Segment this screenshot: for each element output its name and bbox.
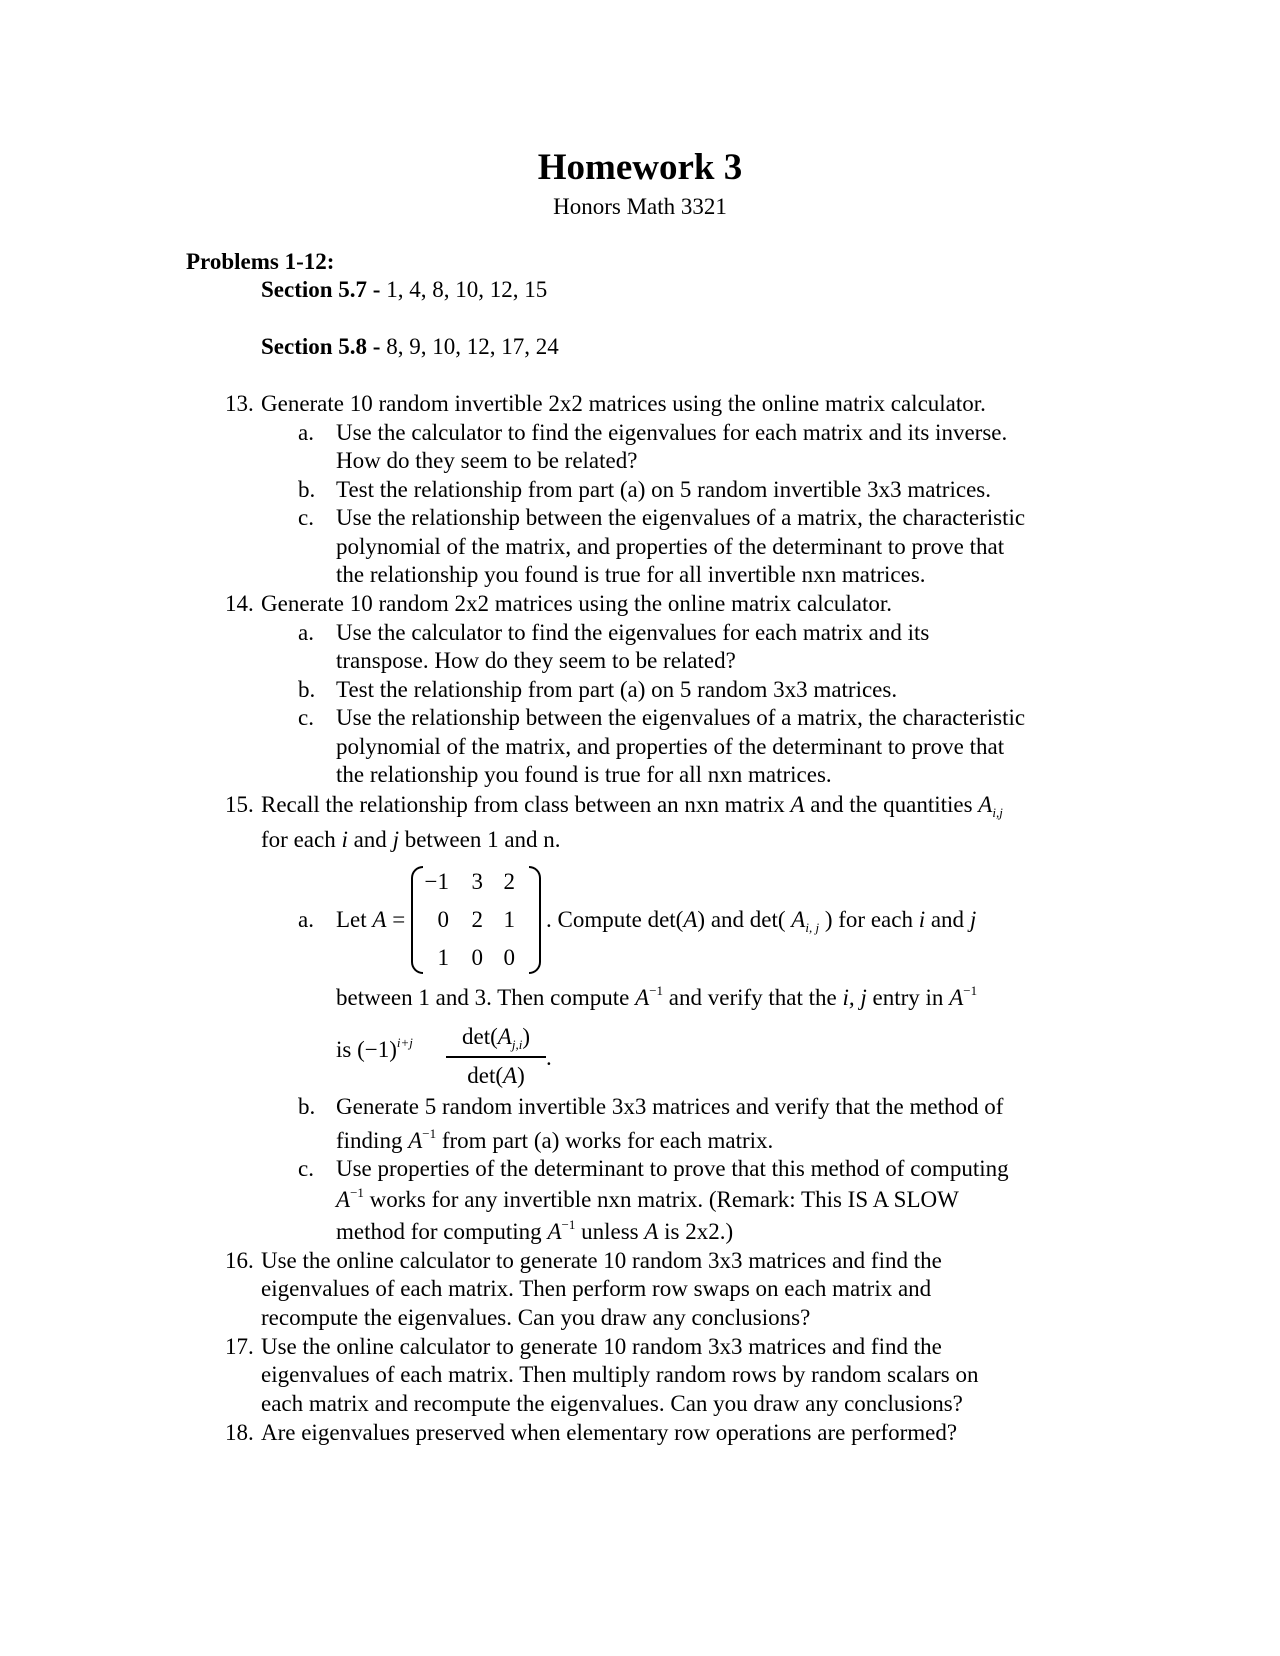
problem-14c-line: Use the relationship between the eigenvalues of a matrix, the characteristic [336,705,1026,730]
problem-15a-line2: between 1 and 3. Then compute $A^{-1}$ and verify that the i, j entry in $A^{-1}$ [336,983,978,1010]
problem-13b-letter: b. [298,477,316,502]
problem-14b-line: Test the relationship from part (a) on 5 random 3x3 matrices. [336,677,898,702]
problem-18-number: 18. [225,1420,254,1445]
problem-16-number: 16. [225,1248,254,1273]
problems-heading: Problems 1-12: [186,249,335,274]
matrix-right-paren [529,866,541,974]
problem-15b-letter: b. [298,1094,316,1119]
matrix-cell: 3 [471,869,483,894]
problem-15-number: 15. [225,792,254,817]
problem-13c-letter: c. [298,505,314,530]
fraction-bar [446,1056,546,1058]
problem-15-line2: for each i and j between 1 and n. [261,827,561,852]
problem-16-line: eigenvalues of each matrix. Then perform row swaps on each matrix and [261,1276,932,1301]
section-5-8 [261,333,559,361]
problem-15a-letter: a. [298,907,314,932]
problem-14b-letter: b. [298,677,316,702]
matrix-cell: 0 [437,907,449,932]
section-label: Section 5.7 - [261,277,381,302]
problem-14c-letter: c. [298,705,314,730]
course-name: Honors Math 3321 [553,194,727,219]
problem-13c-line: Use the relationship between the eigenvalues of a matrix, the characteristic [336,505,1026,530]
problem-13c-line: polynomial of the matrix, and properties of the determinant to prove that [336,534,1005,559]
problem-15b-line1: Generate 5 random invertible 3x3 matrices and verify that the method of [336,1094,1004,1119]
problem-15c-line2: $A^{-1}$ works for any invertible nxn matrix. (Remark: This IS A SLOW [336,1185,959,1212]
section-label: Section 5.8 - [261,334,381,359]
cofactor-fraction [446,1023,546,1090]
matrix-cell: 1 [503,907,515,932]
formula-period: . [546,1045,552,1070]
problem-15a-compute: . Compute det(A) and det( $A_{i, j}$ ) for each i and j [546,907,977,935]
problem-15a-formula: is $(-1)^{i+j}$ [336,1035,413,1062]
section-problems: 8, 9, 10, 12, 17, 24 [380,334,559,359]
problem-16-line: Use the online calculator to generate 10 random 3x3 matrices and find the [261,1248,942,1273]
matrix-cell: 2 [503,869,515,894]
problem-14-text: Generate 10 random 2x2 matrices using the online matrix calculator. [261,591,893,616]
problem-13b-line: Test the relationship from part (a) on 5 random invertible 3x3 matrices. [336,477,991,502]
problem-13a-line: Use the calculator to find the eigenvalues for each matrix and its inverse. [336,420,1008,445]
fraction-denominator: det(A) [467,1063,525,1088]
problem-14c-line: polynomial of the matrix, and properties of the determinant to prove that [336,734,1005,759]
problem-15c-letter: c. [298,1156,314,1181]
problem-17-number: 17. [225,1334,254,1359]
problem-13a-letter: a. [298,420,314,445]
problem-14a-letter: a. [298,620,314,645]
matrix-cell: 1 [437,945,449,970]
matrix-A [411,866,541,974]
problem-14-number: 14. [225,591,254,616]
section-5-7 [261,276,547,304]
problem-14a-line: transpose. How do they seem to be related? [336,648,736,673]
problem-13-text: Generate 10 random invertible 2x2 matrices using the online matrix calculator. [261,391,986,416]
problem-17-line: each matrix and recompute the eigenvalues. Can you draw any conclusions? [261,1391,963,1416]
page-title: Homework 3 [537,147,743,188]
problem-17-line: eigenvalues of each matrix. Then multiply random rows by random scalars on [261,1362,979,1387]
problem-15-line1: Recall the relationship from class between an nxn matrix A and the quantities $A_{i,j}$ [261,792,1003,820]
problem-15c-line3: method for computing $A^{-1}$ unless A is 2x2.) [336,1217,734,1244]
fraction-numerator: $\det(A_{j,i})$ [462,1024,530,1052]
matrix-cell: −1 [424,869,449,894]
problem-15c-line1: Use properties of the determinant to prove that this method of computing [336,1156,1009,1181]
problem-17-line: Use the online calculator to generate 10 random 3x3 matrices and find the [261,1334,942,1359]
problem-15b-line2: finding $A^{-1}$ from part (a) works for each matrix. [336,1126,774,1153]
problem-13c-line: the relationship you found is true for all invertible nxn matrices. [336,562,926,587]
problem-13-number: 13. [225,391,254,416]
problem-16-line: recompute the eigenvalues. Can you draw any conclusions? [261,1305,811,1330]
problem-14a-line: Use the calculator to find the eigenvalues for each matrix and its [336,620,930,645]
problem-18-text: Are eigenvalues preserved when elementary row operations are performed? [261,1420,958,1445]
matrix-cell: 0 [503,945,515,970]
matrix-cell: 0 [471,945,483,970]
matrix-cell: 2 [471,907,483,932]
problem-14c-line: the relationship you found is true for all nxn matrices. [336,762,832,787]
section-problems: 1, 4, 8, 10, 12, 15 [380,277,548,302]
problem-15a-let: Let A = [336,907,406,932]
problem-13a-line: How do they seem to be related? [336,448,638,473]
